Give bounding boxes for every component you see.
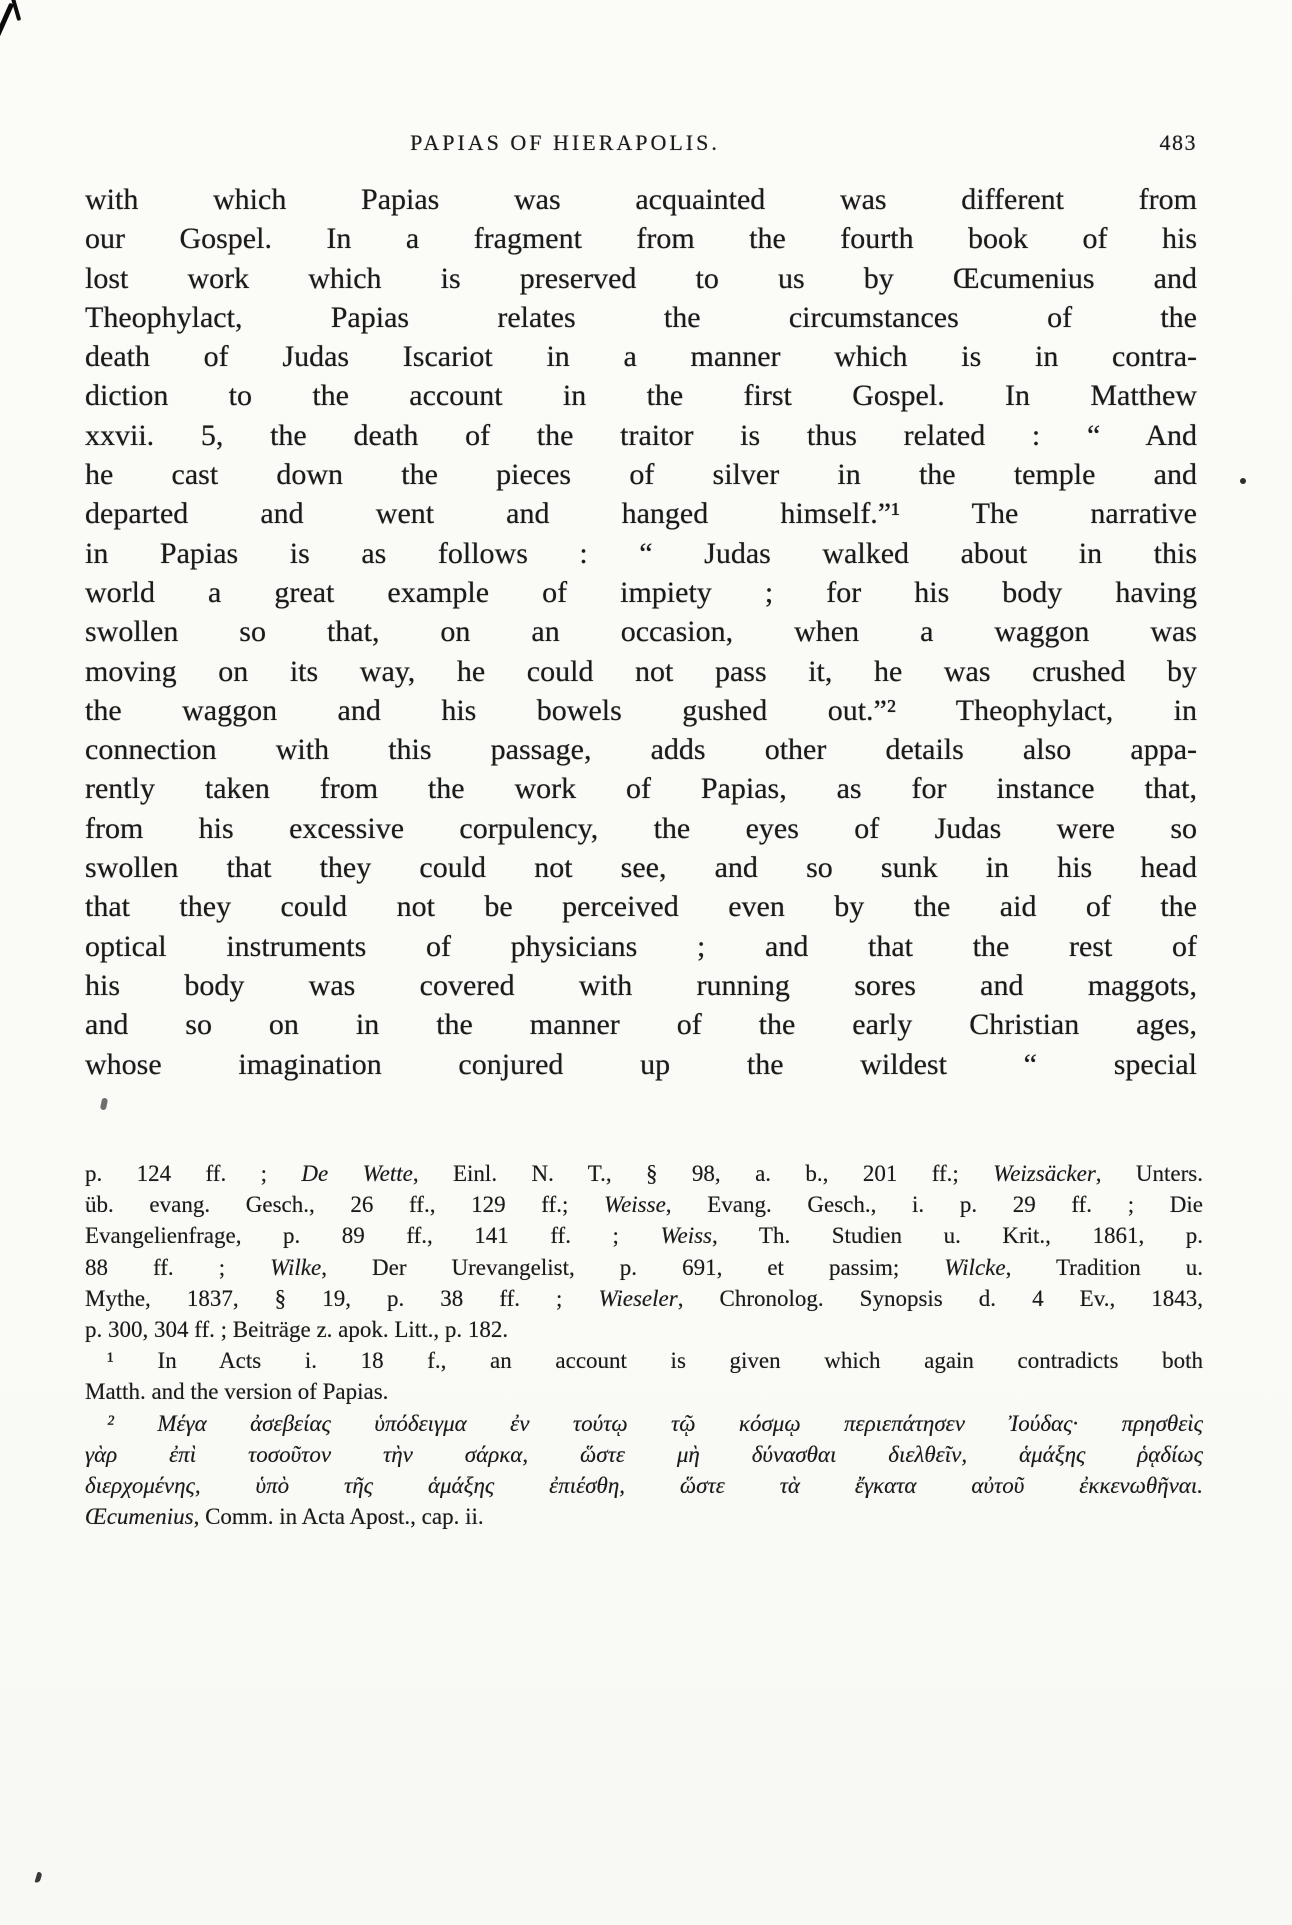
scan-artifact bbox=[100, 1098, 108, 1111]
body-line: our Gospel. In a fragment from the fourth book of his bbox=[85, 222, 1197, 256]
body-line: moving on its way, he could not pass it, he was crushed by bbox=[85, 654, 1197, 688]
footnote-line: 88 ff. ; Wilke, Der Urevangelist, p. 691, et passim; Wilcke, Tradition u. bbox=[85, 1254, 1203, 1280]
body-line: he cast down the pieces of silver in the temple and bbox=[85, 458, 1197, 492]
scan-artifact bbox=[11, 0, 21, 21]
body-line: and so on in the manner of the early Christian ages, bbox=[85, 1008, 1197, 1042]
body-line: that they could not be perceived even by the aid of the bbox=[85, 890, 1197, 924]
body-line: diction to the account in the first Gospel. In Matthew bbox=[85, 379, 1197, 413]
body-line: from his excessive corpulency, the eyes of Judas were so bbox=[85, 811, 1197, 845]
footnote-line: üb. evang. Gesch., 26 ff., 129 ff.; Weisse, Evang. Gesch., i. p. 29 ff. ; Die bbox=[85, 1192, 1203, 1218]
body-line: departed and went and hanged himself.”¹ The narrative bbox=[85, 497, 1197, 531]
body-line: the waggon and his bowels gushed out.”² Theophylact, in bbox=[85, 693, 1197, 727]
footnote-line: p. 124 ff. ; De Wette, Einl. N. T., § 98, a. b., 201 ff.; Weizsäcker, Unters. bbox=[85, 1161, 1203, 1186]
body-line: with which Papias was acquainted was different from bbox=[85, 183, 1197, 216]
body-line: whose imagination conjured up the wildest “ special bbox=[85, 1047, 1197, 1081]
footnote-line: Mythe, 1837, § 19, p. 38 ff. ; Wieseler, Chronolog. Synopsis d. 4 Ev., 1843, bbox=[85, 1285, 1204, 1311]
body-line: Theophylact, Papias relates the circumstances of the bbox=[85, 300, 1197, 334]
body-line: lost work which is preserved to us by Œcumenius and bbox=[85, 261, 1197, 295]
body-line: world a great example of impiety ; for his body having bbox=[85, 575, 1197, 609]
body-line: swollen so that, on an occasion, when a waggon was bbox=[85, 615, 1197, 649]
body-line: his body was covered with running sores and maggots, bbox=[85, 968, 1197, 1002]
footnote-line: ² Μέγα ἀσεβείας ὑπόδειγμα ἐν τούτῳ τῷ κόσμῳ περιεπάτησεν Ἰούδας· πρησθεὶς bbox=[107, 1410, 1203, 1436]
footnote-line: p. 300, 304 ff. ; Beiträge z. apok. Litt., p. 182. bbox=[85, 1317, 509, 1343]
body-line: optical instruments of physicians ; and that the rest of bbox=[85, 929, 1197, 963]
body-line: connection with this passage, adds other details also appa- bbox=[85, 733, 1197, 767]
scan-artifact bbox=[1240, 478, 1246, 484]
scan-artifact bbox=[35, 1872, 43, 1884]
page-number: 483 bbox=[1159, 130, 1197, 155]
running-title: PAPIAS OF HIERAPOLIS. bbox=[410, 130, 720, 155]
footnote-line: ¹ In Acts i. 18 f., an account is given which again contradicts both bbox=[107, 1348, 1203, 1374]
footnote-line: Matth. and the version of Papias. bbox=[85, 1379, 389, 1405]
body-line: in Papias is as follows : “ Judas walked about in this bbox=[85, 536, 1197, 570]
body-line: xxvii. 5, the death of the traitor is thus related : “ And bbox=[85, 418, 1197, 452]
footnote-line: γὰρ ἐπὶ τοσοῦτον τὴν σάρκα, ὥστε μὴ δύνασθαι διελθεῖν, ἁμάξης ῥᾳδίως bbox=[85, 1441, 1203, 1467]
page-header bbox=[85, 130, 1197, 162]
footnote-line: Evangelienfrage, p. 89 ff., 141 ff. ; Weiss, Th. Studien u. Krit., 1861, p. bbox=[85, 1223, 1203, 1249]
footnote-line: διερχομένης, ὑπὸ τῆς ἁμάξης ἐπιέσθη, ὥστε τὰ ἔγκατα αὐτοῦ ἐκκενωθῆναι. bbox=[85, 1473, 1203, 1499]
body-line: rently taken from the work of Papias, as for instance that, bbox=[85, 772, 1197, 806]
footnote-line: Œcumenius, Comm. in Acta Apost., cap. ii. bbox=[85, 1504, 484, 1530]
scan-artifact bbox=[0, 3, 14, 38]
footnotes bbox=[85, 1158, 1203, 1532]
body-text bbox=[85, 180, 1197, 1084]
body-line: swollen that they could not see, and so sunk in his head bbox=[85, 851, 1197, 885]
body-line: death of Judas Iscariot in a manner which is in contra- bbox=[85, 340, 1197, 374]
